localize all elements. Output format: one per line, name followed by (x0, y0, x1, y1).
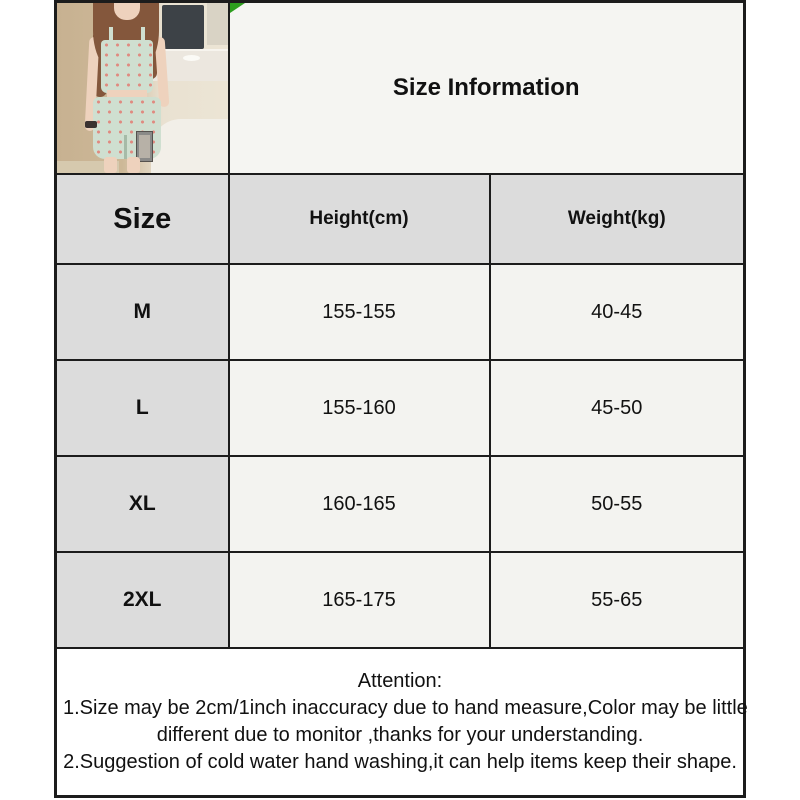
product-photo-cell (56, 2, 229, 175)
column-header-weight: Weight(kg) (490, 174, 745, 264)
height-value: 155-160 (229, 360, 490, 456)
height-value: 155-155 (229, 264, 490, 360)
size-label: L (56, 360, 229, 456)
column-header-size: Size (56, 174, 229, 264)
weight-value: 55-65 (490, 552, 745, 648)
size-info-sheet (54, 0, 746, 798)
photo-plate (183, 55, 200, 61)
size-table (54, 0, 746, 798)
table-row-xl (56, 456, 745, 552)
product-photo (57, 3, 228, 173)
page-title: Size Information (392, 74, 580, 101)
photo-floral-cami-top (101, 40, 153, 93)
attention-section (56, 648, 748, 796)
weight-value: 40-45 (490, 264, 745, 360)
weight-value: 50-55 (490, 456, 745, 552)
photo-bed (151, 119, 228, 173)
attention-row (56, 648, 745, 796)
table-row-2xl (56, 552, 745, 648)
green-corner-icon (230, 3, 245, 13)
column-header-height: Height(cm) (229, 174, 490, 264)
photo-monitor (162, 5, 204, 49)
height-value: 165-175 (229, 552, 490, 648)
size-label: XL (56, 456, 229, 552)
photo-model-leg-left (104, 157, 117, 173)
attention-note-line: 2.Suggestion of cold water hand washing,it can help items keep their shape. (63, 750, 737, 773)
table-row-m (56, 264, 745, 360)
header-row (56, 2, 745, 175)
attention-note-line: 1.Size may be 2cm/1inch inaccuracy due to hand measure,Color may be little (63, 696, 748, 719)
photo-model-leg-right (127, 157, 140, 173)
photo-shelf (207, 3, 228, 45)
attention-title: Attention: (357, 669, 443, 692)
size-label: 2XL (56, 552, 229, 648)
size-information-title-cell (229, 2, 745, 175)
table-row-l (56, 360, 745, 456)
column-header-row (56, 174, 745, 264)
photo-phone-screen (139, 135, 150, 158)
attention-note-line: different due to monitor ,thanks for your understanding. (156, 723, 644, 746)
photo-shorts-split (124, 135, 127, 159)
weight-value: 45-50 (490, 360, 745, 456)
height-value: 160-165 (229, 456, 490, 552)
photo-wrist-watch (85, 121, 97, 128)
size-label: M (56, 264, 229, 360)
